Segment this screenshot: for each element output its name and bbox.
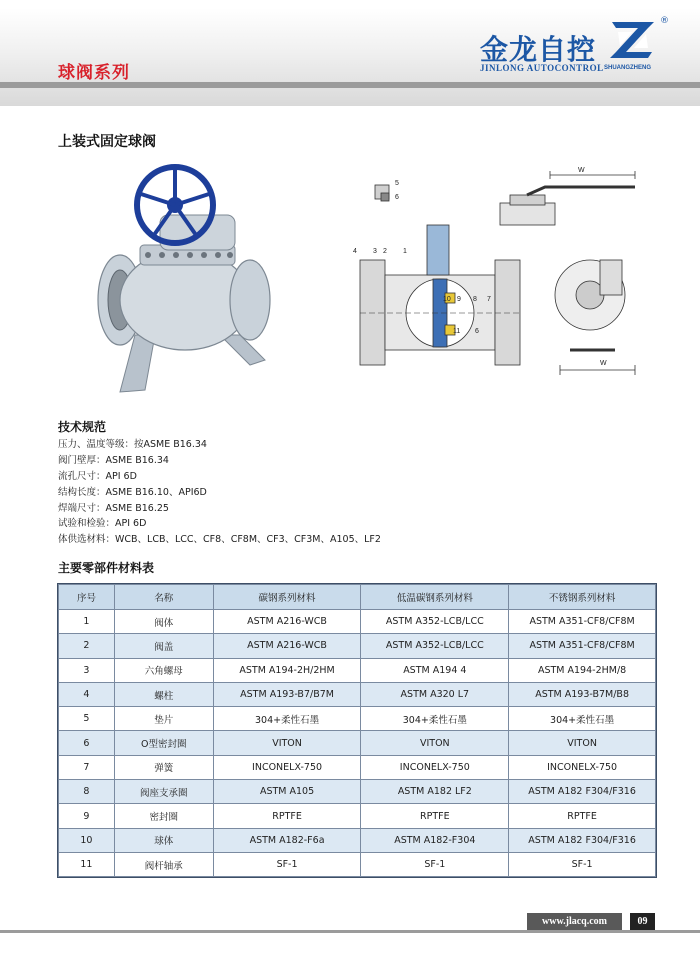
spec-item: 阀门壁厚：ASME B16.34 bbox=[58, 454, 169, 466]
table-row bbox=[59, 780, 656, 804]
logo-chinese-name: 金龙自控 bbox=[480, 33, 597, 66]
logo-english-name: JINLONG AUTOCONTROL bbox=[480, 63, 604, 73]
spec-item: 结构长度：ASME B16.10、API6D bbox=[58, 486, 207, 498]
table-row bbox=[59, 804, 656, 828]
table-row bbox=[59, 658, 656, 682]
header-carbon-steel: 碳钢系列材料 bbox=[213, 585, 361, 610]
cell-lowtemp: ASTM A352-LCB/LCC bbox=[361, 634, 509, 658]
registered-mark: ® bbox=[660, 16, 669, 26]
cell-name: 六角螺母 bbox=[114, 658, 213, 682]
footer-divider bbox=[0, 930, 700, 933]
cell-no: 4 bbox=[59, 682, 115, 706]
header-name: 名称 bbox=[114, 585, 213, 610]
cell-carbon: ASTM A216-WCB bbox=[213, 610, 361, 634]
section-label-10: 10 bbox=[443, 296, 451, 303]
cell-name: 密封圈 bbox=[114, 804, 213, 828]
section-label-3: 3 bbox=[373, 248, 377, 255]
cell-no: 2 bbox=[59, 634, 115, 658]
product-title: 上装式固定球阀 bbox=[58, 134, 156, 150]
cell-carbon: ASTM A182-F6a bbox=[213, 828, 361, 852]
section-label-7: 7 bbox=[487, 296, 491, 303]
specs-list bbox=[58, 437, 381, 548]
cell-lowtemp: SF-1 bbox=[361, 852, 509, 876]
table-row bbox=[59, 852, 656, 876]
footer-url[interactable]: www.jlacq.com bbox=[542, 916, 607, 927]
spec-item: 体供选材料：WCB、LCB、LCC、CF8、CF8M、CF3、CF3M、A105、LF2 bbox=[58, 534, 381, 546]
detail-label-6: 6 bbox=[395, 194, 399, 201]
table-row bbox=[59, 707, 656, 731]
cell-no: 8 bbox=[59, 780, 115, 804]
table-row bbox=[59, 755, 656, 779]
cell-stainless: VITON bbox=[509, 731, 656, 755]
detail-drawing bbox=[375, 185, 389, 201]
logo-subtitle: SHUANGZHENG bbox=[604, 65, 652, 71]
section-label-6: 6 bbox=[475, 328, 479, 335]
dim-w-top: W bbox=[578, 167, 585, 174]
cell-name: 阀杆轴承 bbox=[114, 852, 213, 876]
table-row bbox=[59, 610, 656, 634]
cell-stainless: ASTM A351-CF8/CF8M bbox=[509, 610, 656, 634]
cell-carbon: INCONELX-750 bbox=[213, 755, 361, 779]
section-view-drawing bbox=[360, 225, 520, 365]
cell-lowtemp: ASTM A320 L7 bbox=[361, 682, 509, 706]
spec-item: 焊端尺寸：ASME B16.25 bbox=[58, 502, 169, 514]
header-low-temp-steel: 低温碳钢系列材料 bbox=[361, 585, 509, 610]
header-stainless-steel: 不锈钢系列材料 bbox=[509, 585, 656, 610]
cell-lowtemp: RPTFE bbox=[361, 804, 509, 828]
table-header-row bbox=[59, 585, 656, 610]
cell-no: 11 bbox=[59, 852, 115, 876]
cell-lowtemp: ASTM A182-F304 bbox=[361, 828, 509, 852]
cell-lowtemp: ASTM A352-LCB/LCC bbox=[361, 610, 509, 634]
table-row bbox=[59, 682, 656, 706]
cell-carbon: ASTM A216-WCB bbox=[213, 634, 361, 658]
logo-z-mark-icon bbox=[608, 18, 658, 62]
cell-lowtemp: VITON bbox=[361, 731, 509, 755]
cell-stainless: SF-1 bbox=[509, 852, 656, 876]
cell-no: 7 bbox=[59, 755, 115, 779]
cell-no: 3 bbox=[59, 658, 115, 682]
cell-stainless: RPTFE bbox=[509, 804, 656, 828]
cell-name: 球体 bbox=[114, 828, 213, 852]
cell-name: 螺柱 bbox=[114, 682, 213, 706]
table-row bbox=[59, 828, 656, 852]
header-no: 序号 bbox=[59, 585, 115, 610]
specs-title: 技术规范 bbox=[58, 420, 107, 434]
cell-no: 10 bbox=[59, 828, 115, 852]
section-label-1: 1 bbox=[403, 248, 407, 255]
section-title: 球阀系列 bbox=[58, 63, 130, 83]
cell-carbon: RPTFE bbox=[213, 804, 361, 828]
section-label-2: 2 bbox=[383, 248, 387, 255]
valve-technical-drawing bbox=[345, 165, 655, 390]
top-view-drawing bbox=[500, 171, 635, 225]
parts-table-title: 主要零部件材料表 bbox=[58, 561, 155, 575]
table-row bbox=[59, 634, 656, 658]
spec-item: 试验和检验：API 6D bbox=[58, 518, 147, 530]
spec-item: 流孔尺寸：API 6D bbox=[58, 470, 137, 482]
cell-name: 弹簧 bbox=[114, 755, 213, 779]
cell-lowtemp: INCONELX-750 bbox=[361, 755, 509, 779]
cell-lowtemp: ASTM A194 4 bbox=[361, 658, 509, 682]
cell-name: 阀座支承圈 bbox=[114, 780, 213, 804]
page-number: 09 bbox=[630, 913, 655, 930]
cell-carbon: 304+柔性石墨 bbox=[213, 707, 361, 731]
table-row bbox=[59, 731, 656, 755]
section-label-4: 4 bbox=[353, 248, 357, 255]
cell-carbon: SF-1 bbox=[213, 852, 361, 876]
cell-stainless: 304+柔性石墨 bbox=[509, 707, 656, 731]
dim-w-side: W bbox=[600, 360, 607, 367]
cell-carbon: ASTM A194-2H/2HM bbox=[213, 658, 361, 682]
cell-stainless: ASTM A182 F304/F316 bbox=[509, 828, 656, 852]
cell-stainless: ASTM A351-CF8/CF8M bbox=[509, 634, 656, 658]
cell-stainless: INCONELX-750 bbox=[509, 755, 656, 779]
cell-name: 阀盖 bbox=[114, 634, 213, 658]
detail-label-5: 5 bbox=[395, 180, 399, 187]
cell-name: 阀体 bbox=[114, 610, 213, 634]
company-logo bbox=[480, 18, 680, 78]
cell-name: O型密封圈 bbox=[114, 731, 213, 755]
cell-no: 6 bbox=[59, 731, 115, 755]
cell-no: 9 bbox=[59, 804, 115, 828]
cell-carbon: VITON bbox=[213, 731, 361, 755]
parts-material-table bbox=[58, 584, 656, 877]
section-label-8: 8 bbox=[473, 296, 477, 303]
valve-photo bbox=[90, 160, 280, 400]
cell-stainless: ASTM A194-2HM/8 bbox=[509, 658, 656, 682]
cell-stainless: ASTM A193-B7M/B8 bbox=[509, 682, 656, 706]
section-label-9: 9 bbox=[457, 296, 461, 303]
cell-name: 垫片 bbox=[114, 707, 213, 731]
cell-lowtemp: 304+柔性石墨 bbox=[361, 707, 509, 731]
section-label-11: 11 bbox=[453, 328, 461, 335]
cell-carbon: ASTM A105 bbox=[213, 780, 361, 804]
cell-no: 1 bbox=[59, 610, 115, 634]
spec-item: 压力、温度等级：按ASME B16.34 bbox=[58, 439, 207, 450]
cell-carbon: ASTM A193-B7/B7M bbox=[213, 682, 361, 706]
cell-stainless: ASTM A182 F304/F316 bbox=[509, 780, 656, 804]
cell-no: 5 bbox=[59, 707, 115, 731]
cell-lowtemp: ASTM A182 LF2 bbox=[361, 780, 509, 804]
side-view-drawing bbox=[555, 260, 635, 375]
